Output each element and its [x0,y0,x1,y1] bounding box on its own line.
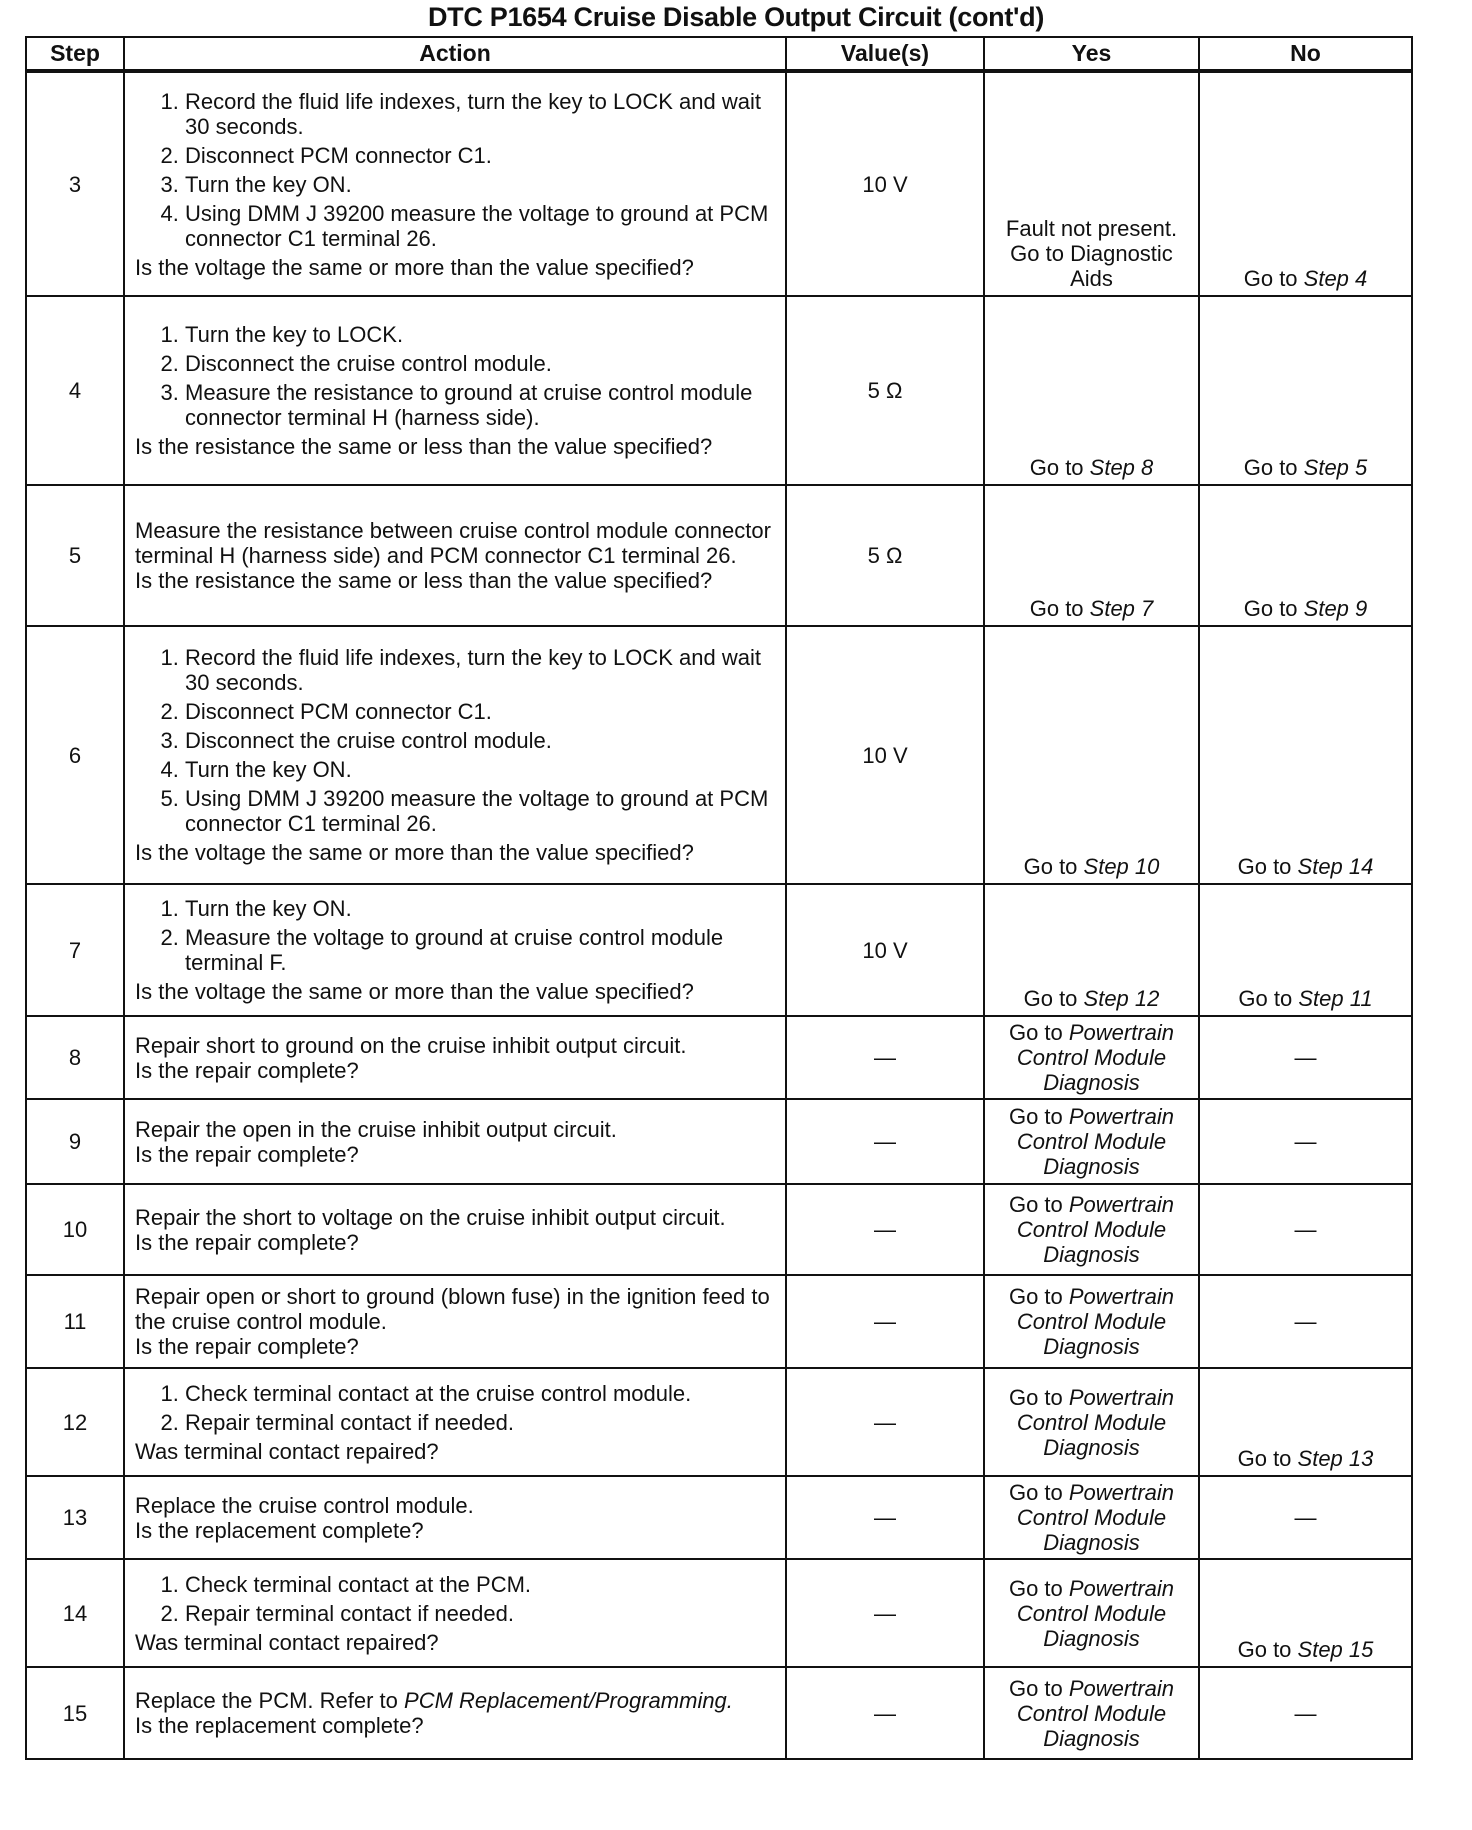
no-cell [1199,1559,1412,1667]
no-cell [1199,884,1412,1016]
action-step: 2. Repair terminal contact if needed. [185,1601,775,1626]
action-question: Is the replacement complete? [135,1713,424,1738]
no-cell [1199,1368,1412,1476]
value-cell: 5 Ω [786,296,984,485]
action-cell [124,71,786,296]
yes-cell [984,1368,1199,1476]
step-number: 10 [26,1184,124,1275]
step-number: 3 [26,71,124,296]
yes-cell [984,1476,1199,1559]
diagnostic-table [25,36,1413,1760]
action-question: Is the repair complete? [135,1057,359,1083]
action-cell [124,884,786,1016]
action-intro: Repair short to ground on the cruise inhibit output circuit. [135,1032,687,1058]
yes-cell [984,884,1199,1016]
yes-cell [984,1099,1199,1184]
no-cell [1199,1476,1412,1559]
no-cell [1199,485,1412,626]
no-text: Go to [1237,1446,1298,1471]
no-cell [1199,71,1412,296]
action-question: Is the resistance the same or less than the value specified? [135,434,713,459]
yes-text: Go to [1008,1480,1069,1505]
action-steps [135,645,775,836]
value-cell: — [786,1016,984,1099]
no-cell [1199,1275,1412,1368]
action-cell [124,1184,786,1275]
yes-cell [984,626,1199,884]
action-step: 1. Record the fluid life indexes, turn the key to LOCK and wait 30 seconds. [185,89,775,139]
yes-cell [984,71,1199,296]
yes-cell [984,1667,1199,1759]
action-step: 4. Using DMM J 39200 measure the voltage to ground at PCM connector C1 terminal 26. [185,201,775,251]
yes-link[interactable]: Powertrain Control Module Diagnosis [1016,1104,1175,1179]
no-text: Go to [1243,266,1304,291]
reference-link[interactable]: PCM Replacement/Programming. [404,1688,733,1713]
action-intro: Measure the resistance between cruise control module connector terminal H (harness side) and PCM connector C1 terminal 26. [135,518,771,568]
header-yes: Yes [984,37,1199,71]
yes-text: Go to [1008,1020,1069,1045]
value-cell: — [786,1184,984,1275]
no-text: — [1294,1129,1317,1154]
table-header [26,37,1412,71]
step-number: 5 [26,485,124,626]
table-row [26,884,1412,1016]
table-row [26,1559,1412,1667]
yes-link[interactable]: Powertrain Control Module Diagnosis [1016,1284,1175,1359]
yes-cell [984,296,1199,485]
table-row [26,626,1412,884]
action-step: 2. Disconnect PCM connector C1. [185,143,775,168]
action-cell [124,626,786,884]
yes-cell [984,1016,1199,1099]
action-steps [135,1381,775,1435]
action-question: Was terminal contact repaired? [135,1629,439,1655]
no-link[interactable]: Step 9 [1303,596,1368,621]
action-text [135,1493,775,1518]
no-link[interactable]: Step 15 [1297,1637,1374,1662]
action-question: Is the repair complete? [135,1229,359,1255]
value-cell: — [786,1368,984,1476]
action-step: 1. Turn the key ON. [185,896,775,921]
page-title: DTC P1654 Cruise Disable Output Circuit (cont'd) [427,2,1045,32]
yes-link[interactable]: Powertrain Control Module Diagnosis [1016,1575,1175,1651]
no-text: — [1294,1700,1317,1726]
action-cell [124,1275,786,1368]
yes-text: Go to [1008,1192,1069,1217]
yes-cell [984,485,1199,626]
step-number: 6 [26,626,124,884]
step-number: 11 [26,1275,124,1368]
table-row [26,485,1412,626]
no-link[interactable]: Step 13 [1297,1446,1374,1471]
action-question: Is the voltage the same or more than the value specified? [135,254,694,280]
action-step: 3. Measure the resistance to ground at cruise control module connector terminal H (harness side). [185,380,775,430]
yes-link[interactable]: Step 12 [1083,986,1160,1011]
step-number: 8 [26,1016,124,1099]
yes-link[interactable]: Step 10 [1083,854,1160,879]
table-row [26,71,1412,296]
action-cell [124,296,786,485]
table-row [26,1016,1412,1099]
yes-link[interactable]: Powertrain Control Module Diagnosis [1016,1192,1175,1267]
no-link[interactable]: Step 11 [1298,986,1373,1011]
action-question: Is the repair complete? [135,1141,359,1167]
action-question: Is the voltage the same or more than the value specified? [135,979,694,1004]
yes-cell [984,1559,1199,1667]
table-row [26,1368,1412,1476]
value-cell: — [786,1275,984,1368]
header-step: Step [26,37,124,71]
value-cell: — [786,1476,984,1559]
action-text [135,1284,775,1334]
no-link[interactable]: Step 14 [1297,854,1374,879]
yes-text: Fault not present. Go to Diagnostic Aids [1005,216,1178,291]
action-steps [135,322,775,430]
no-text: Go to [1237,854,1298,879]
yes-text: Go to [1008,1104,1069,1129]
action-question: Is the resistance the same or less than the value specified? [135,568,713,593]
yes-link[interactable]: Step 7 [1089,596,1154,621]
table-row [26,296,1412,485]
table-row [26,1099,1412,1184]
yes-text: Go to [1023,986,1084,1011]
action-steps [135,896,775,975]
action-text [135,1688,775,1713]
no-cell [1199,1099,1412,1184]
yes-text: Go to [1008,1575,1069,1601]
action-step: 2. Disconnect the cruise control module. [185,351,775,376]
action-step: 5. Using DMM J 39200 measure the voltage to ground at PCM connector C1 terminal 26. [185,786,775,836]
action-cell [124,1368,786,1476]
yes-link[interactable]: Powertrain Control Module Diagnosis [1016,1020,1175,1095]
table-row [26,1476,1412,1559]
action-step: 1. Turn the key to LOCK. [185,322,775,347]
header-no: No [1199,37,1412,71]
action-step: 3. Disconnect the cruise control module. [185,728,775,753]
no-cell [1199,626,1412,884]
no-text: Go to [1238,986,1299,1011]
yes-link[interactable]: Powertrain Control Module Diagnosis [1016,1480,1175,1555]
yes-cell [984,1275,1199,1368]
step-number: 9 [26,1099,124,1184]
step-number: 13 [26,1476,124,1559]
yes-link[interactable]: Powertrain Control Module Diagnosis [1016,1675,1175,1751]
no-text: — [1294,1505,1317,1530]
action-step: 3. Turn the key ON. [185,172,775,197]
yes-cell [984,1184,1199,1275]
value-cell: 10 V [786,71,984,296]
no-link[interactable]: Step 5 [1303,455,1368,480]
action-step: 2. Repair terminal contact if needed. [185,1410,775,1435]
action-question: Is the replacement complete? [135,1517,424,1543]
yes-link[interactable]: Step 8 [1089,455,1154,480]
action-steps [135,89,775,251]
action-text [135,518,775,568]
header-values: Value(s) [786,37,984,71]
action-text [135,1117,775,1142]
table-row [26,1667,1412,1759]
no-text: Go to [1237,1637,1298,1662]
action-intro: Repair the open in the cruise inhibit output circuit. [135,1116,617,1142]
header-action: Action [124,37,786,71]
action-step: 1. Record the fluid life indexes, turn the key to LOCK and wait 30 seconds. [185,645,775,695]
no-cell [1199,1016,1412,1099]
action-cell [124,1016,786,1099]
action-cell [124,1667,786,1759]
action-cell [124,1476,786,1559]
no-text: — [1294,1309,1317,1334]
step-number: 4 [26,296,124,485]
action-step: 2. Disconnect PCM connector C1. [185,699,775,724]
action-question: Is the repair complete? [135,1334,359,1359]
value-cell: — [786,1667,984,1759]
yes-text: Go to [1029,455,1090,480]
action-question: Was terminal contact repaired? [135,1438,439,1464]
value-cell: 10 V [786,626,984,884]
no-text: — [1294,1045,1317,1070]
action-question: Is the voltage the same or more than the value specified? [135,840,694,865]
step-number: 7 [26,884,124,1016]
step-number: 12 [26,1368,124,1476]
action-intro: Repair open or short to ground (blown fuse) in the ignition feed to the cruise control module. [135,1284,770,1334]
action-step: 1. Check terminal contact at the PCM. [185,1572,775,1597]
yes-text: Go to [1008,1384,1069,1410]
value-cell: — [786,1099,984,1184]
table-row [26,1275,1412,1368]
action-step: 2. Measure the voltage to ground at cruise control module terminal F. [185,925,775,975]
no-cell [1199,296,1412,485]
action-cell [124,1099,786,1184]
action-intro: Repair the short to voltage on the cruise inhibit output circuit. [135,1204,726,1230]
yes-text: Go to [1008,1675,1069,1701]
yes-text: Go to [1023,854,1084,879]
yes-link[interactable]: Powertrain Control Module Diagnosis [1016,1384,1175,1460]
action-text [135,1205,775,1230]
action-cell [124,485,786,626]
no-cell [1199,1667,1412,1759]
no-text: — [1294,1217,1317,1242]
yes-text: Go to [1008,1284,1069,1309]
action-step: 4. Turn the key ON. [185,757,775,782]
value-cell: 5 Ω [786,485,984,626]
action-cell [124,1559,786,1667]
step-number: 14 [26,1559,124,1667]
step-number: 15 [26,1667,124,1759]
yes-text: Go to [1029,596,1090,621]
action-intro: Replace the cruise control module. [135,1492,474,1518]
action-steps [135,1572,775,1626]
no-cell [1199,1184,1412,1275]
action-text [135,1033,775,1058]
no-link[interactable]: Step 4 [1303,266,1368,291]
action-step: 1. Check terminal contact at the cruise control module. [185,1381,775,1406]
value-cell: — [786,1559,984,1667]
action-intro: Replace the PCM. Refer to [135,1688,405,1713]
value-cell: 10 V [786,884,984,1016]
no-text: Go to [1243,596,1304,621]
table-row [26,1184,1412,1275]
no-text: Go to [1243,455,1304,480]
